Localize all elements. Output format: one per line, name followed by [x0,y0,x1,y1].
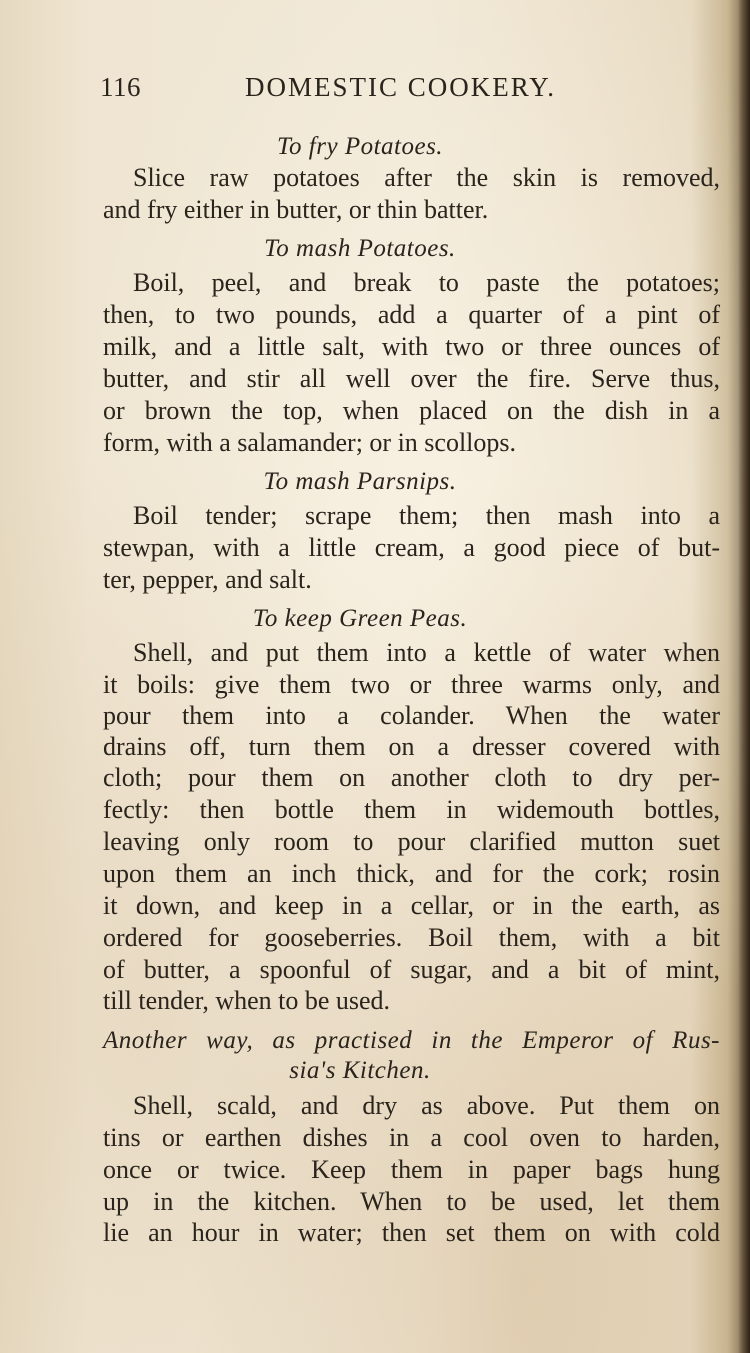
text-line: once or twice. Keep them in paper bags hung [103,1155,720,1184]
text-line: fectly: then bottle them in widemouth bottles, [103,795,720,824]
page-number: 116 [100,72,141,102]
recipe-heading-continued: sia's Kitchen. [289,1057,431,1084]
text-line: tins or earthen dishes in a cool oven to harden, [103,1123,720,1152]
text-line: upon them an inch thick, and for the cork; rosin [103,859,720,888]
text-line: up in the kitchen. When to be used, let them [103,1187,720,1216]
text-line: and fry either in butter, or thin batter. [103,195,489,224]
recipe-heading: To keep Green Peas. [252,605,468,632]
text-line: Slice raw potatoes after the skin is removed, [133,163,720,192]
running-head: DOMESTIC COOKERY. [245,72,557,102]
text-line: milk, and a little salt, with two or three ounces of [103,332,720,361]
text-line: then, to two pounds, add a quarter of a pint of [103,300,720,329]
text-line: Shell, scald, and dry as above. Put them on [133,1091,720,1120]
page-header [100,72,600,112]
recipe-heading: To mash Parsnips. [263,468,457,495]
text-line: leaving only room to pour clarified mutton suet [103,827,720,856]
recipe-heading: To fry Potatoes. [276,133,444,160]
text-line: it down, and keep in a cellar, or in the earth, as [103,891,720,920]
text-line: lie an hour in water; then set them on with cold [103,1218,720,1247]
text-line: it boils: give them two or three warms only, and [103,670,720,699]
text-line: or brown the top, when placed on the dish in a [103,396,720,425]
text-line: Boil tender; scrape them; then mash into a [133,501,720,530]
text-line: Shell, and put them into a kettle of water when [133,638,720,667]
text-line: till tender, when to be used. [103,986,391,1015]
recipe-heading: To mash Potatoes. [264,235,456,262]
text-line: pour them into a colander. When the water [103,701,720,730]
text-line: ordered for gooseberries. Boil them, with a bit [103,923,720,952]
text-line: drains off, turn them on a dresser covered with [103,732,720,761]
text-line: ter, pepper, and salt. [103,565,312,594]
page-edge-shadow [738,0,750,1353]
text-line: form, with a salamander; or in scollops. [103,428,517,457]
text-line: Boil, peel, and break to paste the potatoes; [133,268,720,297]
text-line: cloth; pour them on another cloth to dry per- [103,763,720,792]
text-line: of butter, a spoonful of sugar, and a bit of mint, [103,955,720,984]
recipe-heading: Another way, as practised in the Emperor of Rus- [103,1027,720,1054]
text-line: butter, and stir all well over the fire. Serve thus, [103,364,720,393]
text-line: stewpan, with a little cream, a good piece of but- [103,533,720,562]
